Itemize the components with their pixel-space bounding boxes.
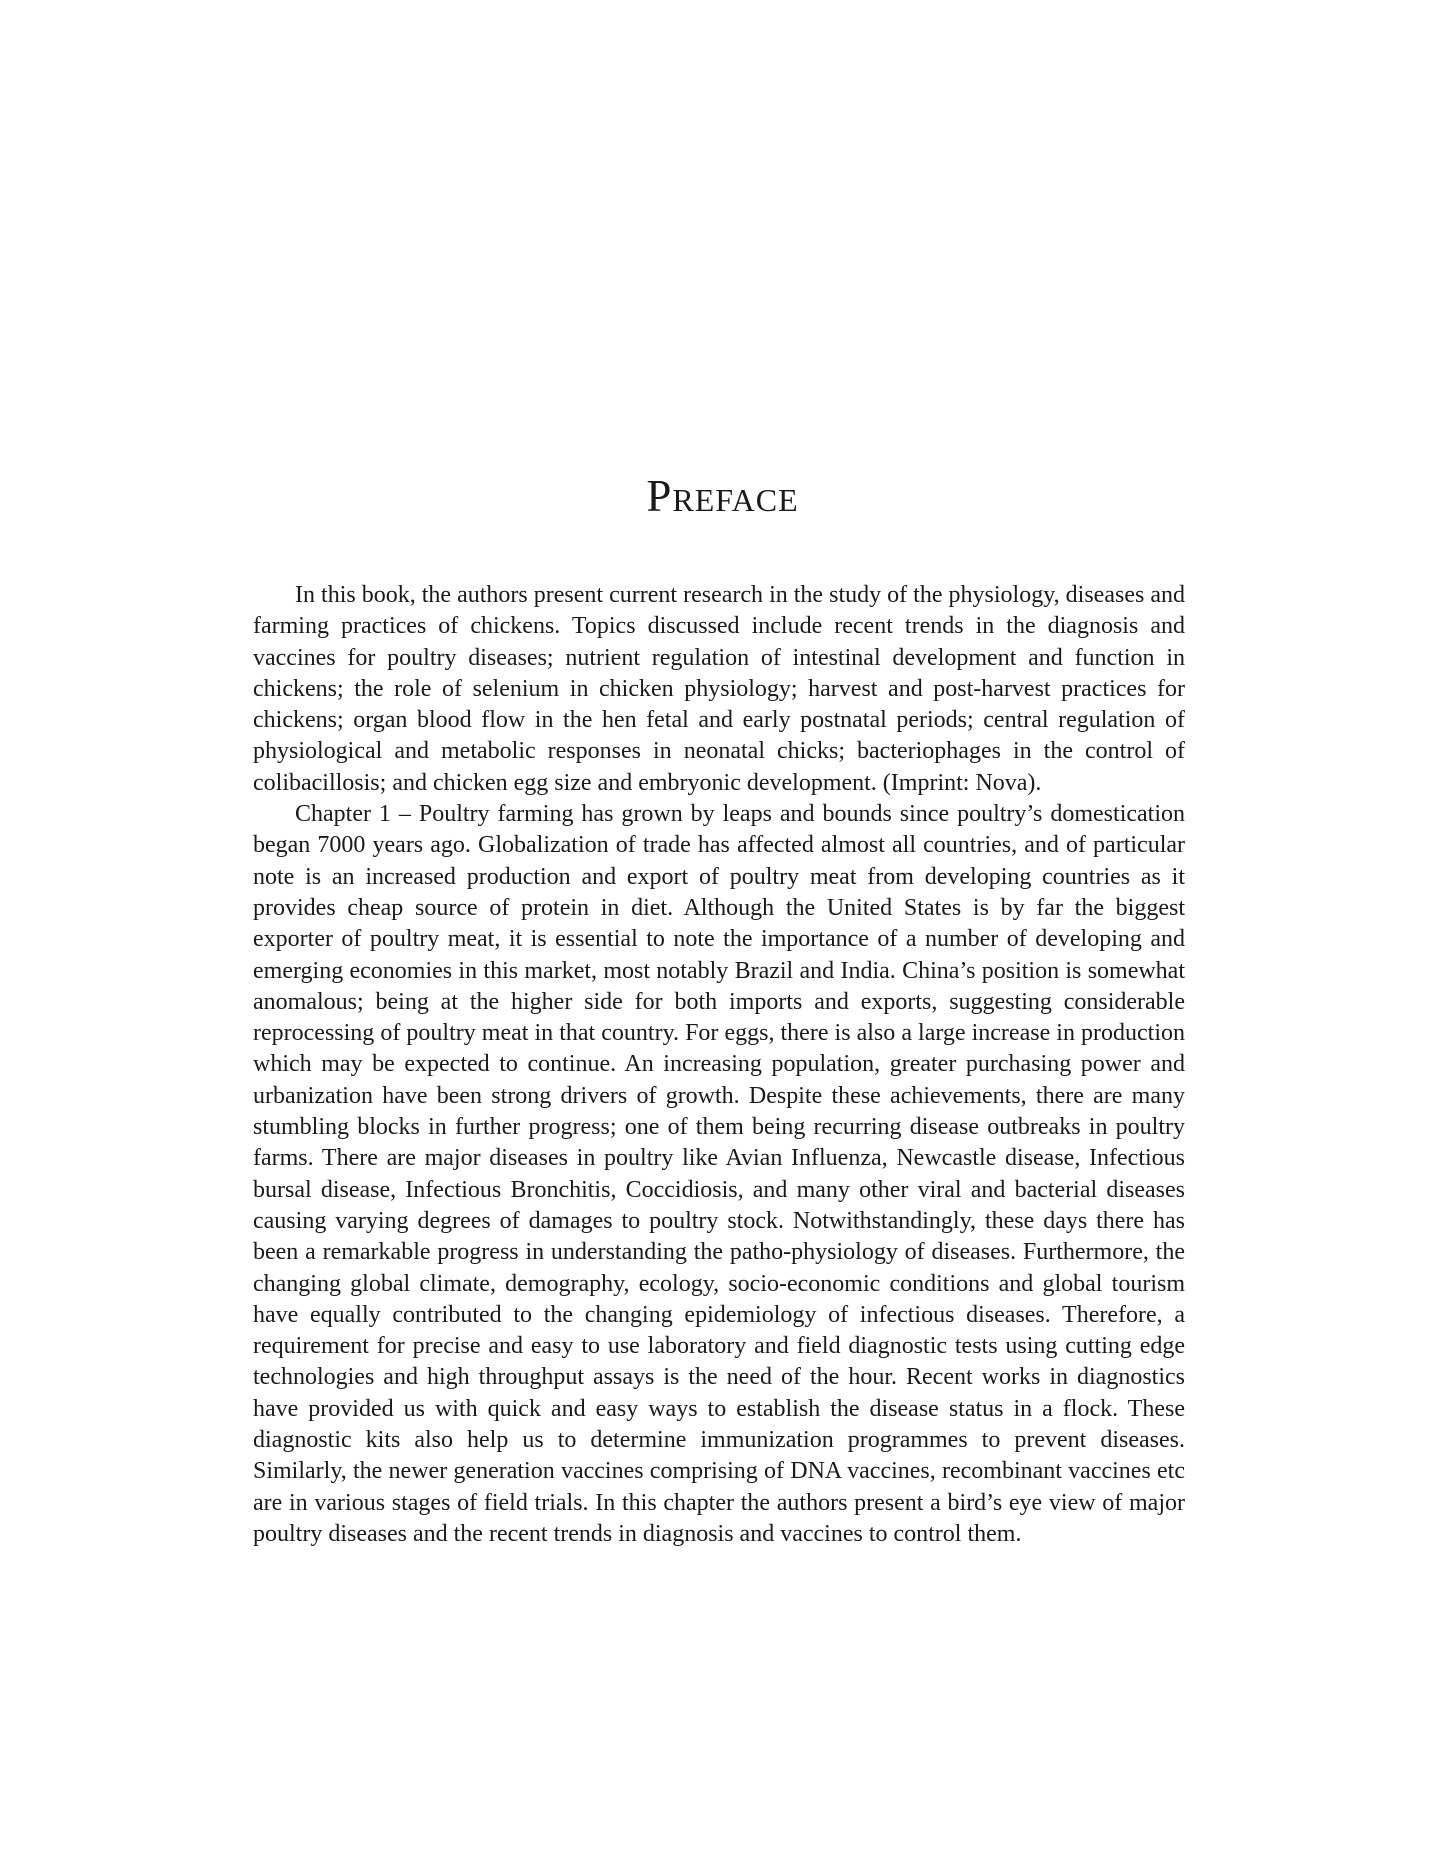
body-text [253,580,1185,1550]
paragraph-chapter-1: Chapter 1 – Poultry farming has grown by leaps and bounds since poultry’s domestication began 7000 years ago. Globalization of trade has affected almost all countries, and of particular note is an increased production and export of poultry meat from developing countries as it provides cheap source of protein in diet. Although the United States is by far the biggest exporter of poultry meat, it is essential to note the importance of a number of developing and emerging economies in this market, most notably Brazil and India. China’s position is somewhat anomalous; being at the higher side for both imports and exports, suggesting considerable reprocessing of poultry meat in that country. For eggs, there is also a large increase in production which may be expected to continue. An increasing population, greater purchasing power and urbanization have been strong drivers of growth. Despite these achievements, there are many stumbling blocks in further progress; one of them being recurring disease outbreaks in poultry farms. There are major diseases in poultry like Avian Influenza, Newcastle disease, Infectious bursal disease, Infectious Bronchitis, Coccidiosis, and many other viral and bacterial diseases causing varying degrees of damages to poultry stock. Notwithstandingly, these days there has been a remarkable progress in understanding the patho-physiology of diseases. Furthermore, the changing global climate, demography, ecology, socio-economic conditions and global tourism have equally contributed to the changing epidemiology of infectious diseases. Therefore, a requirement for precise and easy to use laboratory and field diagnostic tests using cutting edge technologies and high throughput assays is the need of the hour. Recent works in diagnostics have provided us with quick and easy ways to establish the disease status in a flock. These diagnostic kits also help us to determine immunization programmes to prevent diseases. Similarly, the newer generation vaccines comprising of DNA vaccines, recombinant vaccines etc are in various stages of field trials. In this chapter the authors present a bird’s eye view of major poultry diseases and the recent trends in diagnosis and vaccines to control them. [253,801,1185,1547]
paragraph-intro: In this book, the authors present current research in the study of the physiology, diseases and farming practices of chickens. Topics discussed include recent trends in the diagnosis and vaccines for poultry diseases; nutrient regulation of intestinal development and function in chickens; the role of selenium in chicken physiology; harvest and post-harvest practices for chickens; organ blood flow in the hen fetal and early postnatal periods; central regulation of physiological and metabolic responses in neonatal chicks; bacteriophages in the control of colibacillosis; and chicken egg size and embryonic development. (Imprint: Nova). [253,582,1185,796]
page-title: Preface [646,471,799,521]
